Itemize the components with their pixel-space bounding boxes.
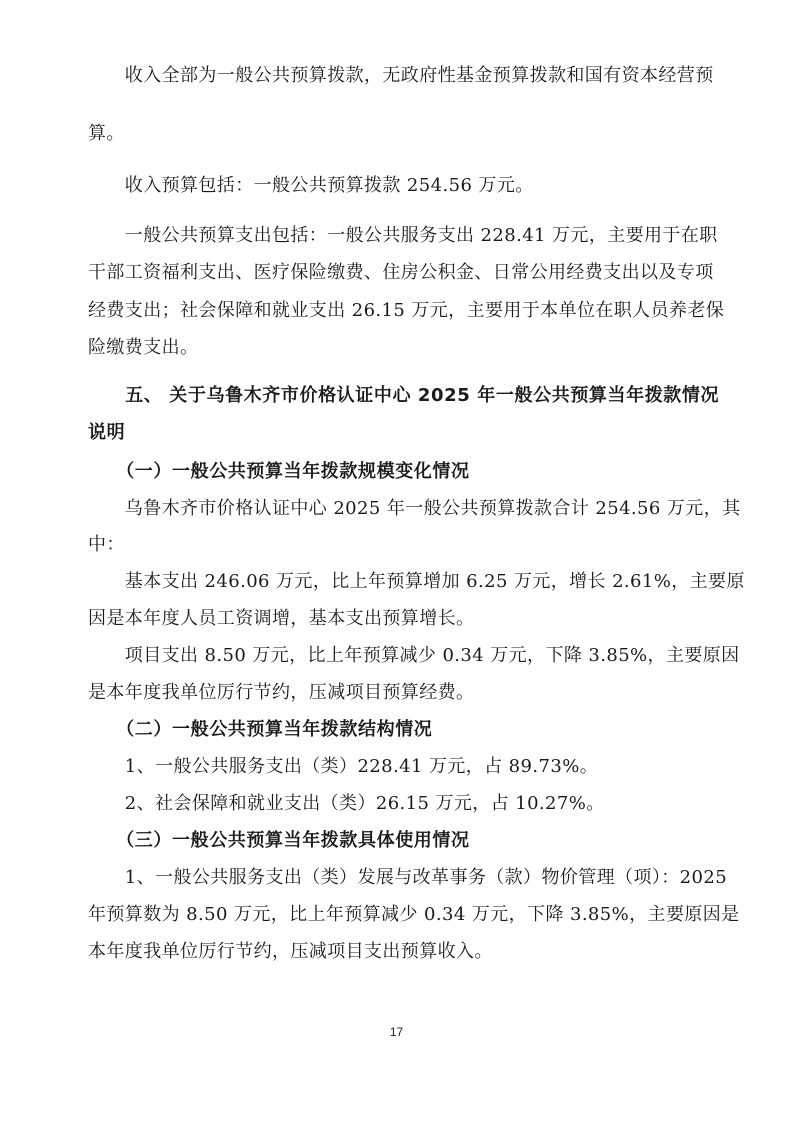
paragraph-line: 一般公共预算支出包括：一般公共服务支出 228.41 万元，主要用于在职 bbox=[88, 225, 718, 246]
page-number: 17 bbox=[389, 1025, 404, 1039]
subsection-heading: （二）一般公共预算当年拨款结构情况 bbox=[88, 719, 433, 740]
paragraph-line: 乌鲁木齐市价格认证中心 2025 年一般公共预算拨款合计 254.56 万元，其 bbox=[88, 498, 741, 519]
subsection-heading: （三）一般公共预算当年拨款具体使用情况 bbox=[88, 830, 470, 851]
paragraph-line: 险缴费支出。 bbox=[88, 337, 199, 358]
subsection-heading: （一）一般公共预算当年拨款规模变化情况 bbox=[88, 461, 470, 482]
paragraph-line: 因是本年度人员工资调增，基本支出预算增长。 bbox=[88, 608, 475, 629]
paragraph-line: 干部工资福利支出、医疗保险缴费、住房公积金、日常公用经费支出以及专项 bbox=[88, 262, 714, 283]
section-heading: 五、 关于乌鲁木齐市价格认证中心 2025 年一般公共预算当年拨款情况 bbox=[88, 385, 720, 406]
list-item: 1、一般公共服务支出（类）228.41 万元，占 89.73%。 bbox=[88, 756, 599, 777]
paragraph-line: 算。 bbox=[88, 123, 125, 144]
list-item: 2、社会保障和就业支出（类）26.15 万元，占 10.27%。 bbox=[88, 793, 605, 814]
section-heading: 说明 bbox=[88, 422, 126, 443]
paragraph-line: 年预算数为 8.50 万元，比上年预算减少 0.34 万元，下降 3.85%，主要原因是 bbox=[88, 904, 740, 925]
paragraph-line: 是本年度我单位厉行节约，压减项目预算经费。 bbox=[88, 682, 475, 703]
paragraph-line: 中： bbox=[88, 534, 125, 555]
paragraph-line: 项目支出 8.50 万元，比上年预算减少 0.34 万元，下降 3.85%，主要原因 bbox=[88, 645, 740, 666]
paragraph-line: 本年度我单位厉行节约，压减项目支出预算收入。 bbox=[88, 941, 493, 962]
list-item: 1、一般公共服务支出（类）发展与改革事务（款）物价管理（项）：2025 bbox=[88, 867, 728, 888]
paragraph-line: 基本支出 246.06 万元，比上年预算增加 6.25 万元，增长 2.61%，主要原 bbox=[88, 571, 745, 592]
paragraph-line: 收入全部为一般公共预算拨款，无政府性基金预算拨款和国有资本经营预 bbox=[88, 65, 714, 86]
paragraph-line: 收入预算包括：一般公共预算拨款 254.56 万元。 bbox=[88, 175, 534, 196]
paragraph-line: 经费支出；社会保障和就业支出 26.15 万元，主要用于本单位在职人员养老保 bbox=[88, 300, 725, 321]
